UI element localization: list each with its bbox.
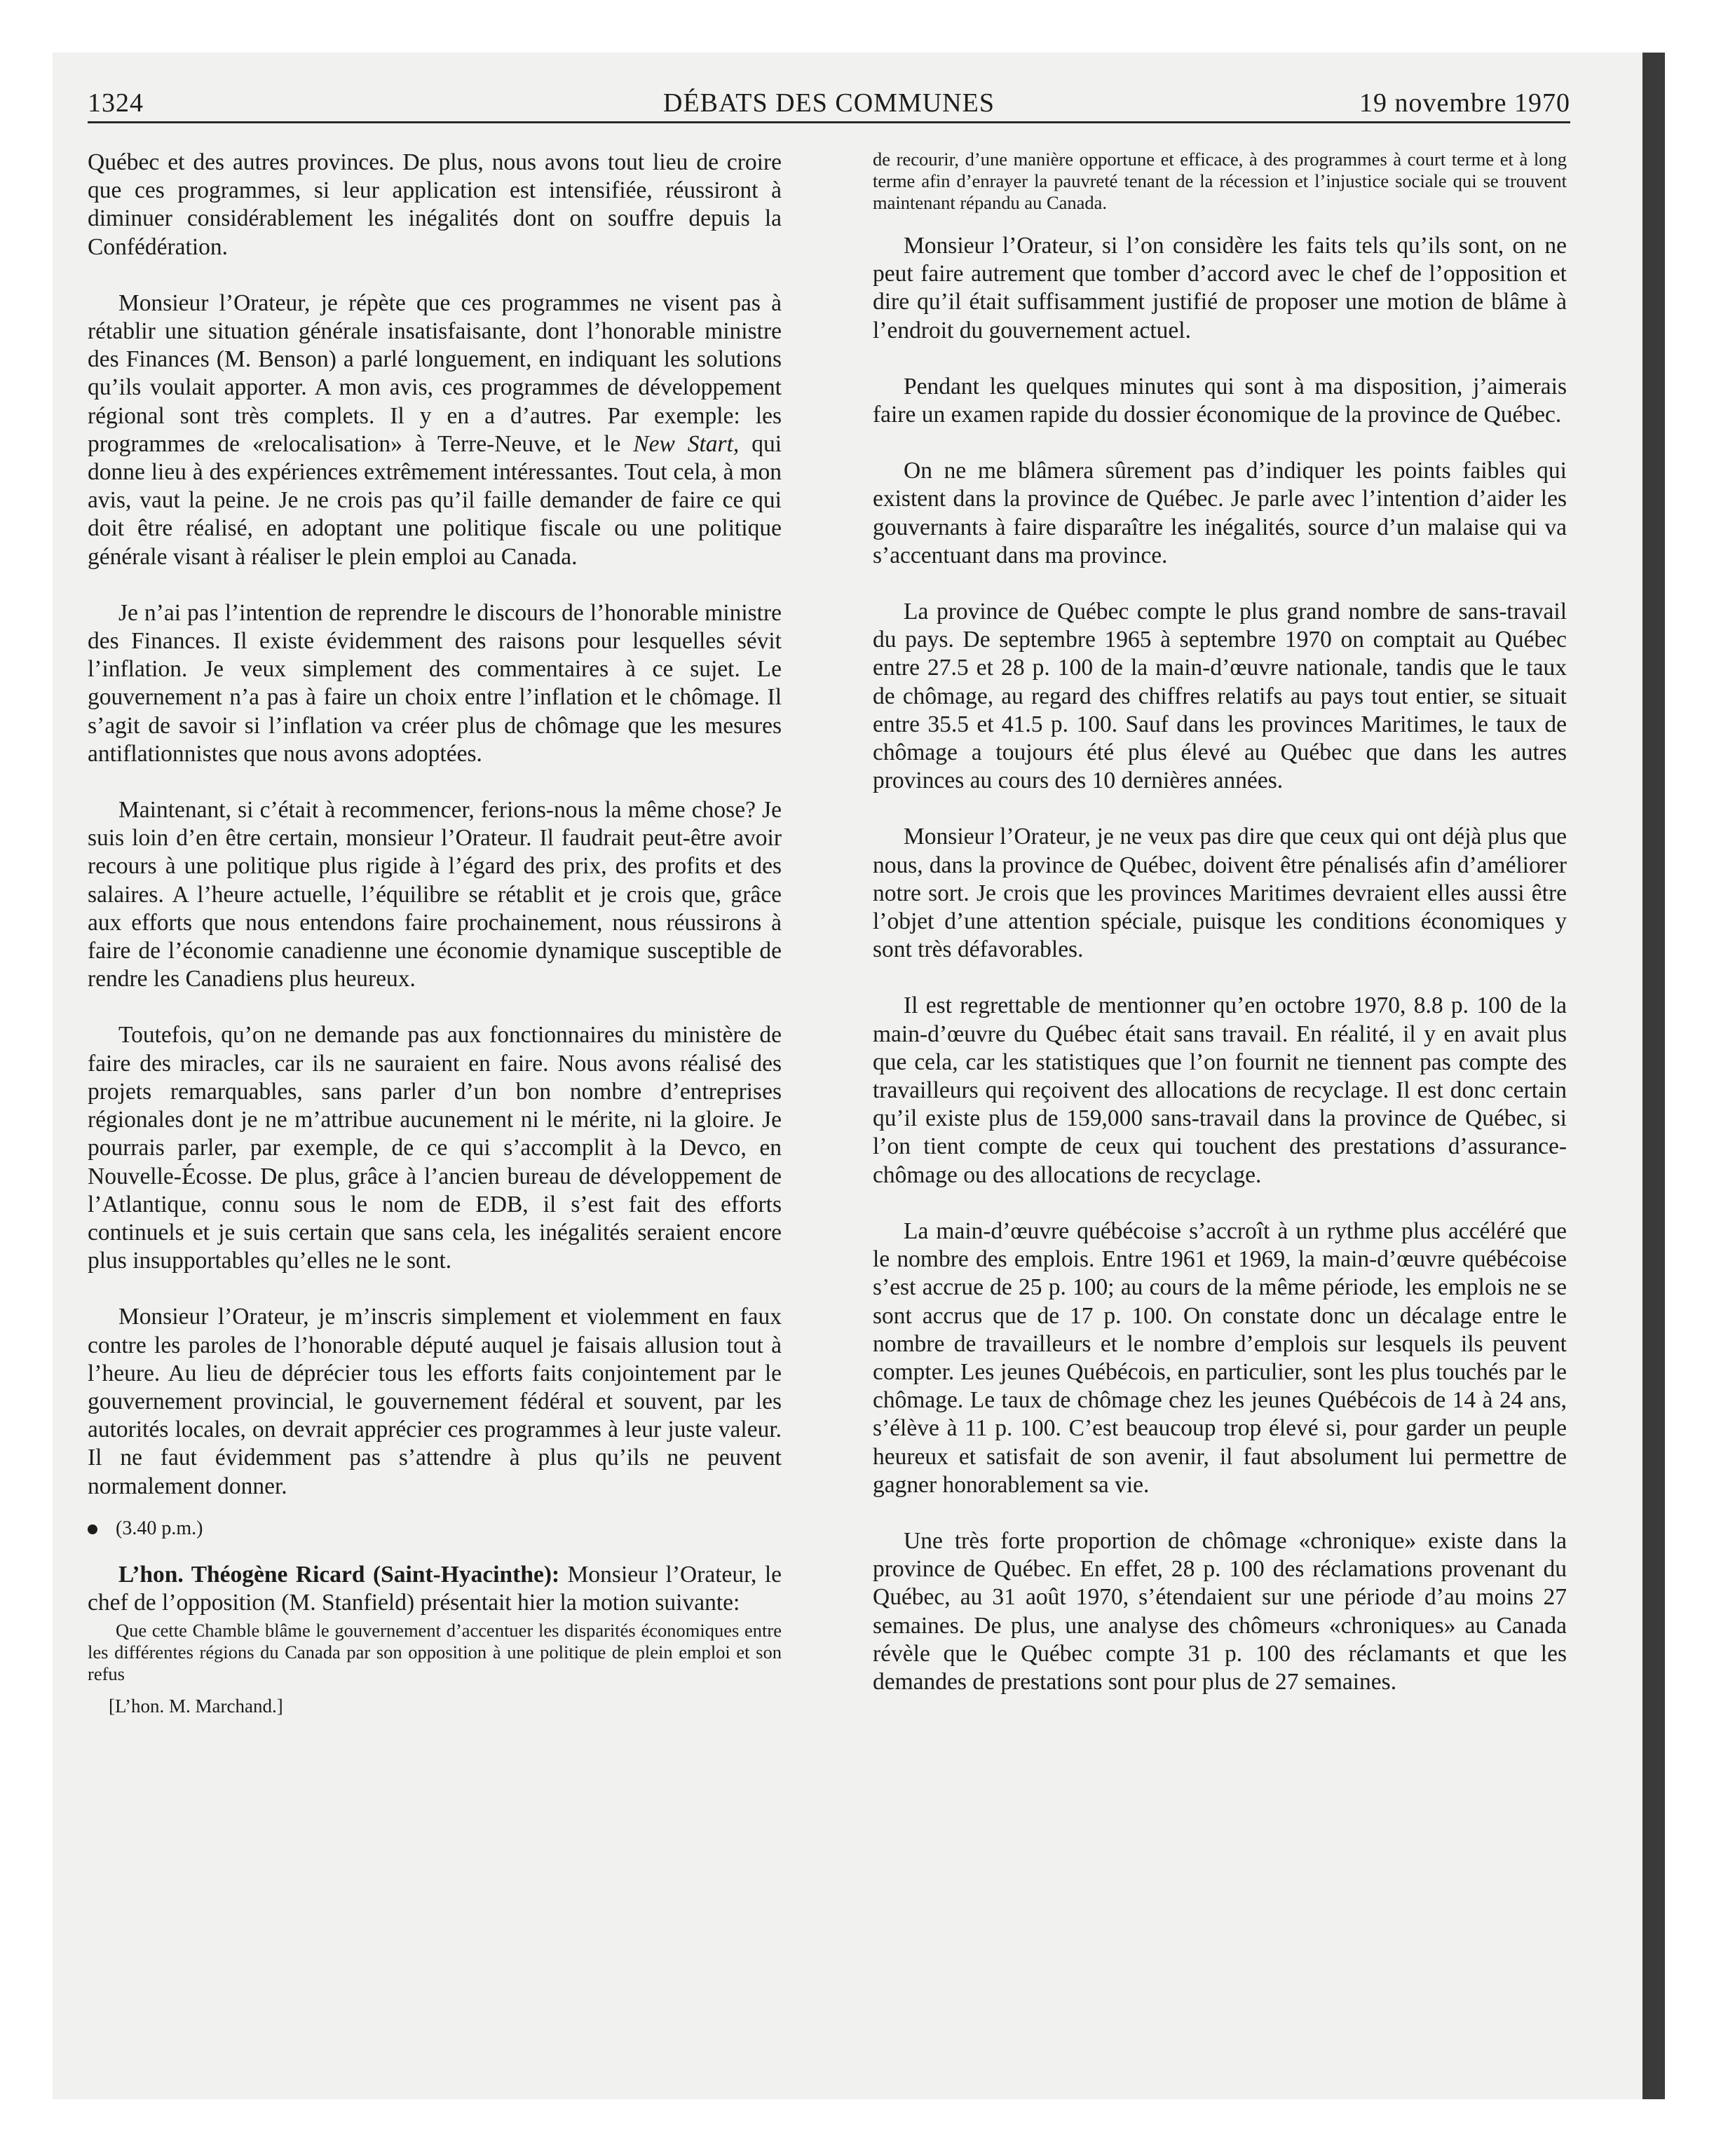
paragraph: La province de Québec compte le plus grand nombre de sans-travail du pays. De septembre 1965 à septembre 1970 on comptait au Québec entre 27.5 et 28 p. 100 de la main-d’œuvre nationale, tandis que le taux de chômage, au regard des chiffres relatifs au pays tout entier, se situait entre 35.5 et 41.5 p. 100. Sauf dans les provinces Maritimes, le taux de chômage a toujours été plus élevé au Québec que dans les autres provinces au cours des 10 dernières années. <box>873 599 1567 794</box>
page-header <box>88 81 1570 123</box>
paragraph: Québec et des autres provinces. De plus, nous avons tout lieu de croire que ces programmes, si leur application est intensifiée, réussiront à diminuer considérablement les inégalités dont on souffre depuis la Confédération. <box>88 149 782 260</box>
issue-date: 19 novembre 1970 <box>1359 88 1570 118</box>
motion-quote: Que cette Chamble blâme le gouvernement d’accentuer les disparités économiques entre les différentes régions du Canada par son opposition à une politique de plein emploi et son refus <box>88 1620 782 1685</box>
paragraph: Maintenant, si c’était à recommencer, ferions-nous la même chose? Je suis loin d’en être certain, monsieur l’Orateur. Il faudrait peut-être avoir recours à une politique plus rigide à l’égard des prix, des profits et des salaires. A l’heure actuelle, l’équilibre se rétablit et je crois que, grâce aux efforts que nous entendons faire prochainement, nous réussirons à faire de l’économie canadienne une économie dynamique susceptible de rendre les Canadiens plus heureux. <box>88 797 782 992</box>
speaker-attribution: [L’hon. M. Marchand.] <box>109 1696 283 1717</box>
paragraph-text: Monsieur l’Orateur, le chef de l’opposition (M. Stanfield) présentait hier la motion suivante: <box>88 1561 782 1616</box>
paragraph: La main-d’œuvre québécoise s’accroît à un rythme plus accéléré que le nombre des emplois. Entre 1961 et 1969, la main-d’œuvre québécoise s’est accrue de 25 p. 100; au cours de la même période, les emplois ne se sont accrus que de 17 p. 100. On constate donc un décalage entre le nombre de travailleurs et le nombre d’emplois sur lesquels ils peuvent compter. Les jeunes Québécois, en particulier, sont les plus touchés par le chômage. Le taux de chômage chez les jeunes Québécois de 14 à 24 ans, s’élève à 11 p. 100. C’est beaucoup trop élevé si, pour garder un peuple heureux et satisfait de son avenir, il faut absolument lui permettre de gagner honorablement sa vie. <box>873 1217 1567 1498</box>
time-text: (3.40 p.m.) <box>116 1517 203 1539</box>
paragraph: On ne me blâmera sûrement pas d’indiquer les points faibles qui existent dans la province de Québec. Je parle avec l’intention d’aider les gouvernants à faire disparaître les inégalités, source d’un malaise qui va s’accentuant dans ma province. <box>873 458 1567 568</box>
paragraph: Une très forte proportion de chômage «chronique» existe dans la province de Québec. En effet, 28 p. 100 des réclamations provenant du Québec, au 31 août 1970, s’étendaient sur une période d’au moins 27 semaines. De plus, une analyse des chômeurs «chroniques» au Canada révèle que le Québec compte 31 p. 100 des réclamants et que les demandes de prestations sont pour plus de 27 semaines. <box>873 1527 1567 1695</box>
paragraph: Toutefois, qu’on ne demande pas aux fonctionnaires du ministère de faire des miracles, car ils ne sauraient en faire. Nous avons réalisé des projets remarquables, sans parler d’un bon nombre d’entreprises régionales dont je ne m’attribue aucunement ni le mérite, ni la gloire. Je pourrais parler, par exemple, de ce qui s’accomplit à la Devco, en Nouvelle-Écosse. De plus, grâce à l’ancien bureau de développement de l’Atlantique, connu sous le nom de EDB, il s’est fait des efforts continuels et je suis certain que sans cela, les inégalités seraient encore plus insupportables qu’elles ne le sont. <box>88 1022 782 1274</box>
scan-edge-bar <box>1642 53 1665 2099</box>
time-stamp <box>88 1515 782 1543</box>
publication-title: DÉBATS DES COMMUNES <box>663 88 995 118</box>
right-column <box>873 149 1567 1724</box>
paragraph-text: qui donne lieu à des expériences extrêmement intéressantes. Tout cela, à mon avis, vaut la peine. Je ne crois pas qu’il faille demander de faire ce qui doit être réalisé, en adoptant une politique fiscale ou une politique générale visant à réaliser le plein emploi au Canada. <box>88 430 782 570</box>
speech-paragraph <box>88 1561 782 1617</box>
paragraph: Monsieur l’Orateur, si l’on considère les faits tels qu’ils sont, on ne peut faire autrement que tomber d’accord avec le chef de l’opposition et dire qu’il était suffisamment justifié de proposer une motion de blâme à l’endroit du gouvernement actuel. <box>873 233 1567 343</box>
left-column <box>88 149 782 1721</box>
page-number: 1324 <box>88 88 144 118</box>
program-name: New Start, <box>633 430 740 457</box>
paragraph: Monsieur l’Orateur, je m’inscris simplement et violemment en faux contre les paroles de l’honorable député auquel je faisais allusion tout à l’heure. Au lieu de déprécier tous les efforts faits conjointement par le gouvernement provincial, le gouvernement fédéral et souvent, par les autorités locales, on devrait apprécier ces programmes à leur juste valeur. Il ne faut évidemment pas s’attendre à plus qu’ils ne peuvent normalement donner. <box>88 1304 782 1499</box>
paragraph: Monsieur l’Orateur, je ne veux pas dire que ceux qui ont déjà plus que nous, dans la province de Québec, doivent être pénalisés afin d’améliorer notre sort. Je crois que les provinces Maritimes devraient elles aussi être l’objet d’une attention spéciale, puisque les conditions économiques y sont très défavorables. <box>873 824 1567 963</box>
speaker-name: L’hon. Théogène Ricard (Saint-Hyacinthe): <box>118 1561 560 1588</box>
paragraph: Pendant les quelques minutes qui sont à ma disposition, j’aimerais faire un examen rapide du dossier économique de la province de Québec. <box>873 373 1567 428</box>
motion-quote-continued: de recourir, d’une manière opportune et efficace, à des programmes à court terme et à long terme afin d’enrayer la pauvreté tenant de la récession et l’injustice sociale qui se trouvent maintenant répandu au Canada. <box>873 149 1567 213</box>
paragraph: Il est regrettable de mentionner qu’en octobre 1970, 8.8 p. 100 de la main-d’œuvre du Québec était sans travail. En réalité, il y en avait plus que cela, car les statistiques que l’on fournit ne tiennent pas compte des travailleurs qui reçoivent des allocations de recyclage. Il est donc certain qu’il existe plus de 159,000 sans-travail dans la province de Québec, si l’on tient compte de ceux qui touchent des prestations d’assurance-chômage ou des allocations de recyclage. <box>873 992 1567 1188</box>
bullet-icon <box>88 1524 97 1534</box>
paragraph-text: Monsieur l’Orateur, je répète que ces programmes ne visent pas à rétablir une situation générale insatisfaisante, dont l’honorable ministre des Finances (M. Benson) a parlé longuement, en indiquant les solutions qu’ils voulait apporter. A mon avis, ces programmes de développement régional sont très complets. Il y en a d’autres. Par exemple: les programmes de «relocalisation» à Terre-Neuve, et le <box>88 289 782 457</box>
paragraph: Je n’ai pas l’intention de reprendre le discours de l’honorable ministre des Finances. Il existe évidemment des raisons pour lesquelles sévit l’inflation. Je veux simplement des commentaires à ce sujet. Le gouvernement n’a pas à faire un choix entre l’inflation et le chômage. Il s’agit de savoir si l’inflation va créer plus de chômage que les mesures antiflationnistes que nous avons adoptées. <box>88 599 782 767</box>
paragraph <box>88 289 782 571</box>
